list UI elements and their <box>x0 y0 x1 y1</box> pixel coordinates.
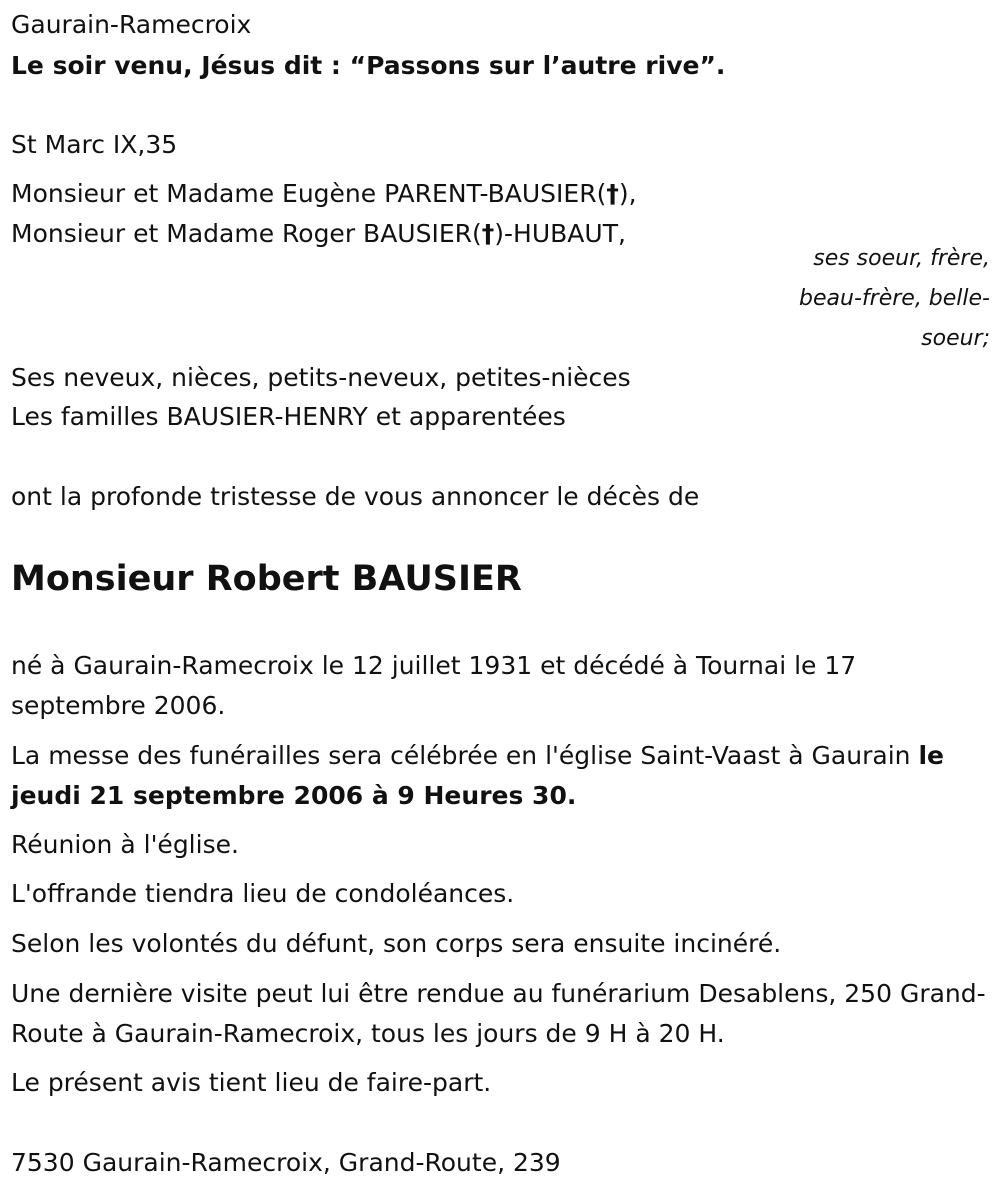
families-line: Les familles BAUSIER-HENRY et apparentées <box>11 402 566 431</box>
family-line-parent-bausier <box>11 179 637 209</box>
family-line-2-suffix: )-HUBAUT, <box>494 219 626 248</box>
notice-line: Le présent avis tient lieu de faire-part. <box>11 1068 492 1097</box>
family-line-bausier-hubaut <box>11 219 626 249</box>
cremation-line: Selon les volontés du défunt, son corps sera ensuite incinéré. <box>11 929 782 958</box>
family-address: 7530 Gaurain-Ramecroix, Grand-Route, 239 <box>11 1148 561 1177</box>
family-line-1-suffix: ), <box>618 179 637 208</box>
bible-quote: Le soir venu, Jésus dit : “Passons sur l’autre rive”. <box>11 51 726 80</box>
funeral-mass-paragraph <box>11 736 996 816</box>
deceased-name: Monsieur Robert BAUSIER <box>11 559 522 599</box>
offering-line: L'offrande tiendra lieu de condoléances. <box>11 879 515 908</box>
bible-reference: St Marc IX,35 <box>11 130 178 159</box>
visit-paragraph: Une dernière visite peut lui être rendue au funérarium Desablens, 250 Grand-Route à Gaurain-Ramecroix, tous les jours de 9 H à 20 H. <box>11 979 986 1048</box>
cross-icon: † <box>606 179 619 208</box>
nephews-line: Ses neveux, nièces, petits-neveux, petites-nièces <box>11 363 631 392</box>
funeral-mass-text: La messe des funérailles sera célébrée en l'église Saint-Vaast à Gaurain <box>11 741 911 770</box>
announcement-intro: ont la profonde tristesse de vous annoncer le décès de <box>11 482 700 511</box>
birth-death-paragraph: né à Gaurain-Ramecroix le 12 juillet 1931 et décédé à Tournai le 17 septembre 2006. <box>11 651 857 720</box>
church-meeting-line: Réunion à l'église. <box>11 830 239 859</box>
town-heading: Gaurain-Ramecroix <box>11 10 252 39</box>
cross-icon: † <box>481 219 495 248</box>
family-line-1-prefix: Monsieur et Madame Eugène PARENT-BAUSIER( <box>11 179 607 208</box>
family-role: ses soeur, frère, beau-frère, belle-soeur; <box>799 246 990 351</box>
family-line-2-prefix: Monsieur et Madame Roger BAUSIER( <box>11 219 482 248</box>
funeral-mass-date: le jeudi 21 septembre 2006 à 9 Heures 30. <box>11 741 944 810</box>
